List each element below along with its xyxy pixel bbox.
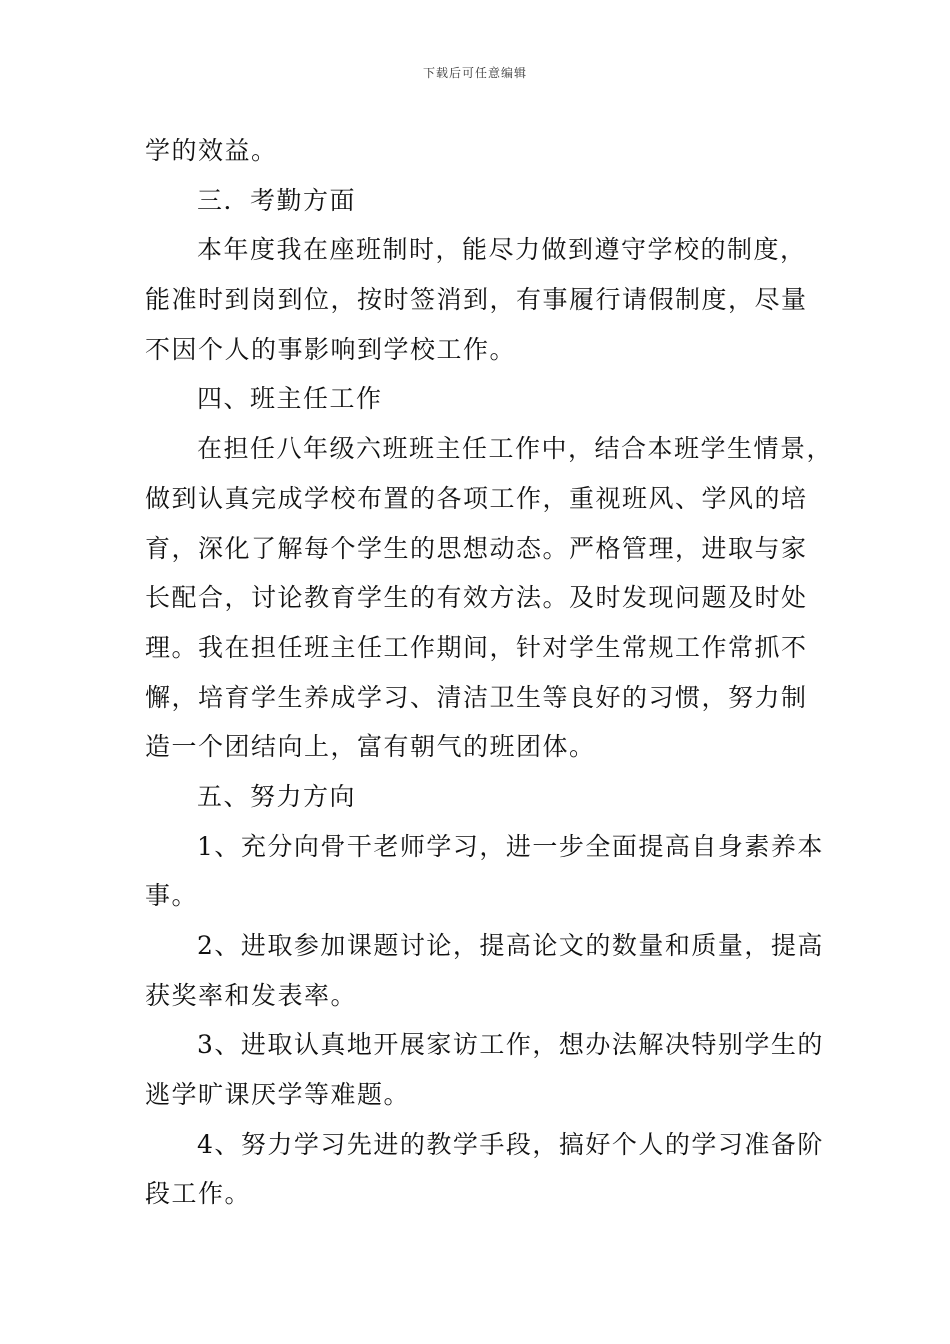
text-line: 事。 [145, 881, 199, 911]
text-line: 4、努力学习先进的教学手段，搞好个人的学习准备阶 [197, 1129, 824, 1159]
text-line: 不因个人的事影响到学校工作。 [145, 334, 517, 364]
text-line: 四、班主任工作 [197, 384, 383, 414]
text-line: 理。我在担任班主任工作期间，针对学生常规工作常抓不 [145, 632, 808, 662]
text-line: 本年度我在座班制时，能尽力做到遵守学校的制度， [197, 235, 807, 265]
text-line: 能准时到岗到位，按时签消到，有事履行请假制度，尽量 [145, 285, 808, 315]
text-line: 获奖率和发表率。 [145, 980, 358, 1010]
text-line: 做到认真完成学校布置的各项工作，重视班风、学风的培 [145, 483, 808, 513]
text-line: 三．考勤方面 [197, 185, 357, 215]
text-line: 造一个团结向上，富有朝气的班团体。 [145, 732, 596, 762]
text-line: 学的效益。 [145, 136, 278, 165]
document-body [145, 126, 834, 1219]
page-header: 下载后可任意编辑 [422, 66, 527, 80]
text-line: 3、进取认真地开展家访工作，想办法解决特别学生的 [197, 1030, 824, 1060]
text-line: 逃学旷课厌学等难题。 [145, 1080, 411, 1110]
text-line: 五、努力方向 [197, 781, 357, 811]
text-line: 在担任八年级六班班主任工作中，结合本班学生情景， [197, 434, 834, 464]
text-line: 2、进取参加课题讨论，提高论文的数量和质量，提高 [197, 931, 824, 960]
text-line: 1、充分向骨干老师学习，进一步全面提高自身素养本 [197, 831, 824, 861]
text-line: 段工作。 [145, 1179, 252, 1209]
text-line: 育，深化了解每个学生的思想动态。严格管理，进取与家 [145, 533, 808, 563]
text-line: 长配合，讨论教育学生的有效方法。及时发现问题及时处 [145, 583, 808, 613]
text-line: 懈，培育学生养成学习、清洁卫生等良好的习惯，努力制 [145, 682, 808, 712]
